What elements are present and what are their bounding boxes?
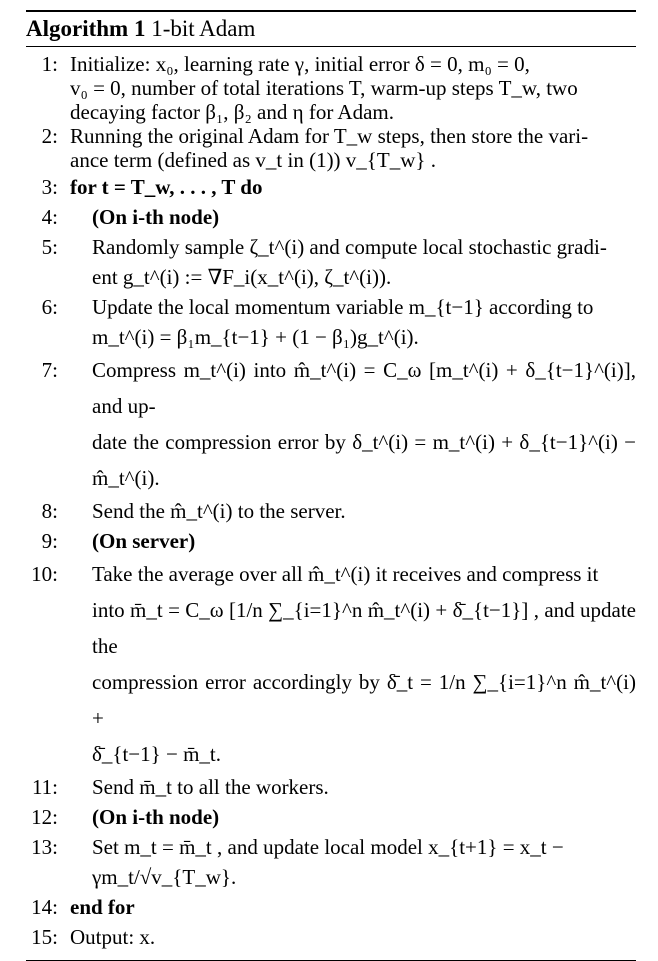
- line-row: Randomly sample ζ_t^(i) and compute local stochastic gradi-: [92, 235, 607, 259]
- line-row: δ̄_{t−1} − m̄_t.: [92, 742, 221, 766]
- line-row: end for: [70, 895, 135, 919]
- line-number: 1:: [41, 52, 58, 76]
- algo-line-14: [26, 892, 636, 922]
- line-number: 9:: [41, 529, 58, 553]
- line-row: Output: x.: [70, 925, 156, 949]
- line-number: 15:: [31, 925, 58, 949]
- line-row: Running the original Adam for T_w steps, then store the vari-: [70, 124, 589, 148]
- algorithm-label: Algorithm 1: [26, 16, 146, 41]
- algo-line-5: [26, 232, 636, 292]
- line-number: 3:: [41, 175, 58, 199]
- line-row: compression error accordingly by δ̄_t = 1/n ∑_{i=1}^n m̂_t^(i) +: [92, 670, 636, 730]
- line-number: 2:: [41, 124, 58, 148]
- line-number: 14:: [31, 895, 58, 919]
- line-row: Update the local momentum variable m_{t−1} according to: [92, 295, 594, 319]
- algo-line-7: [26, 352, 636, 496]
- line-number: 12:: [31, 805, 58, 829]
- line-row: ance term (defined as v_t in (1)) v_{T_w} .: [70, 148, 436, 172]
- line-number: 5:: [41, 235, 58, 259]
- algorithm-title: 1-bit Adam: [151, 16, 256, 41]
- line-number: 8:: [41, 499, 58, 523]
- line-number: 4:: [41, 205, 58, 229]
- line-row: decaying factor β₁, β₂ and η for Adam.: [70, 100, 394, 124]
- line-row: Initialize: x₀, learning rate γ, initial error δ = 0, m₀ = 0,: [70, 52, 530, 76]
- line-row: ent g_t^(i) := ∇F_i(x_t^(i), ζ_t^(i)).: [92, 265, 392, 289]
- line-row: m_t^(i) = β₁m_{t−1} + (1 − β₁)g_t^(i).: [92, 325, 419, 349]
- line-row: Send m̄_t to all the workers.: [92, 775, 329, 799]
- line-row: (On i-th node): [92, 205, 220, 229]
- algo-line-2: [26, 124, 636, 172]
- line-number: 7:: [41, 358, 58, 382]
- algo-line-12: [26, 802, 636, 832]
- line-number: 10:: [31, 562, 58, 586]
- algo-line-8: [26, 496, 636, 526]
- line-row: (On server): [92, 529, 196, 553]
- line-row: for t = T_w, . . . , T do: [70, 175, 263, 199]
- algorithm-header: [26, 12, 636, 47]
- line-number: 6:: [41, 295, 58, 319]
- algorithm-body: [26, 47, 636, 960]
- line-row: Compress m_t^(i) into m̂_t^(i) = C_ω [m_t^(i) + δ_{t−1}^(i)], and up-: [92, 358, 636, 418]
- algo-line-10: [26, 556, 636, 772]
- algo-line-4: [26, 202, 636, 232]
- line-row: γm_t/√v_{T_w}.: [92, 865, 237, 889]
- algo-line-6: [26, 292, 636, 352]
- algorithm-box: [26, 10, 636, 961]
- line-number: 11:: [31, 775, 58, 799]
- algo-line-13: [26, 832, 636, 892]
- line-row: Take the average over all m̂_t^(i) it receives and compress it: [92, 562, 599, 586]
- line-row: Send the m̂_t^(i) to the server.: [92, 499, 346, 523]
- line-row: into m̄_t = C_ω [1/n ∑_{i=1}^n m̂_t^(i) + δ̄_{t−1}] , and update the: [92, 598, 636, 658]
- algo-line-9: [26, 526, 636, 556]
- line-number: 13:: [31, 835, 58, 859]
- algo-line-11: [26, 772, 636, 802]
- line-row: (On i-th node): [92, 805, 220, 829]
- line-row: date the compression error by δ_t^(i) = m_t^(i) + δ_{t−1}^(i) − m̂_t^(i).: [92, 430, 636, 490]
- algo-line-3: [26, 172, 636, 202]
- line-row: v₀ = 0, number of total iterations T, warm-up steps T_w, two: [70, 76, 578, 100]
- line-row: Set m_t = m̄_t , and update local model x_{t+1} = x_t −: [92, 835, 564, 859]
- algo-line-15: [26, 922, 636, 952]
- algo-line-1: [26, 52, 636, 124]
